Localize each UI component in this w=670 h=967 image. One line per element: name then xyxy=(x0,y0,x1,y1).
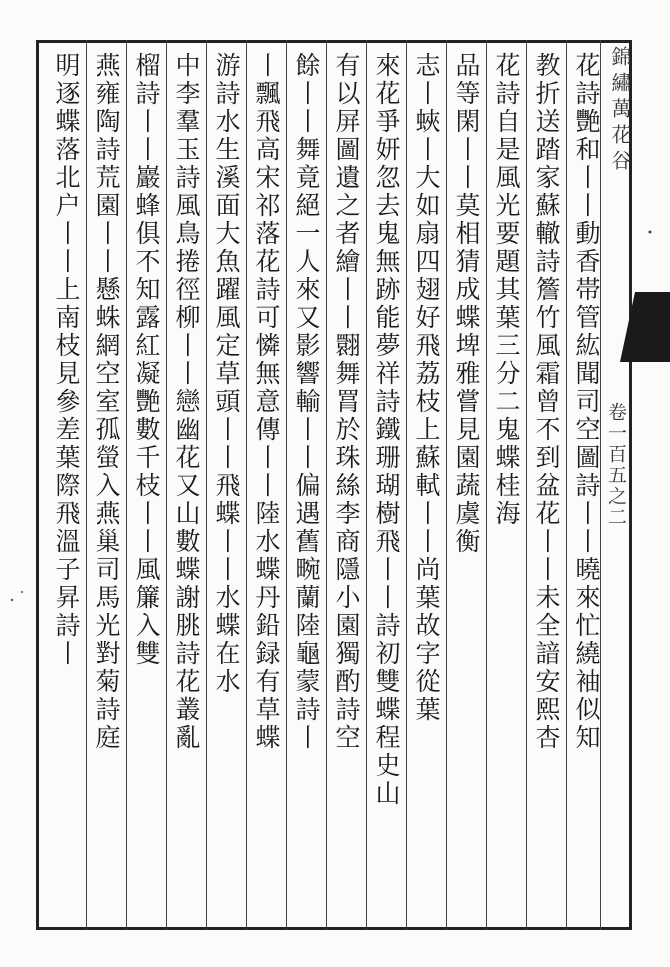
text-column: 有以屏圖遺之者繪丨丨翾舞罥於珠絲李商隱小園獨酌詩空 xyxy=(332,52,361,752)
text-column: 明逐蝶落北户丨丨上南枝見參差葉際飛溫子昇詩丨 xyxy=(52,52,81,668)
text-column: 榴詩丨丨巖蜂俱不知露紅凝艷數千枝丨丨風簾入雙 xyxy=(132,52,161,668)
book-title-margin: 錦繡萬花谷 xyxy=(608,46,632,176)
text-column: 中李羣玉詩風鳥捲徑柳丨丨戀幽花又山數蝶謝朓詩花叢亂 xyxy=(172,52,201,752)
text-column: 志丨蛺丨大如扇四翅好飛荔枝上蘇軾丨丨尚葉故字從葉 xyxy=(412,52,441,724)
text-column: 燕雍陶詩荒園丨丨懸蛛網空室孤螢入燕巢司馬光對菊詩庭 xyxy=(92,52,121,752)
text-column: 來花爭妍忽去鬼無跡能夢祥詩鐵珊瑚樹飛丨丨詩初雙蝶程史山 xyxy=(372,52,401,808)
text-column: 丨飄飛高宋祁落花詩可憐無意傳丨丨陸水蝶丹鉛録有草蝶 xyxy=(252,52,281,752)
volume-label: 卷一百五之二 xyxy=(605,402,627,528)
text-column: 花詩艷和丨丨動香帯管紘聞司空圖詩丨丨曉來忙繞袖似知 xyxy=(572,52,601,752)
text-column: 餘丨丨舞竟絕一人來又影響輸丨丨偏遇舊畹蘭陸龜蒙詩丨 xyxy=(292,52,321,752)
text-column: 花詩自是風光要題其葉三分二鬼蝶桂海 xyxy=(492,52,521,528)
text-column: 教折送踏家蘇轍詩簷竹風霜曾不到盆花丨丨未全諳安熙杏 xyxy=(532,52,561,752)
text-column: 游詩水生溪面大魚躍風定草頭丨丨飛蝶丨丨水蝶在水 xyxy=(212,52,241,696)
text-column: 品等閑丨丨莫相猜成蝶埤雅嘗見園蔬虞衡 xyxy=(452,52,481,556)
